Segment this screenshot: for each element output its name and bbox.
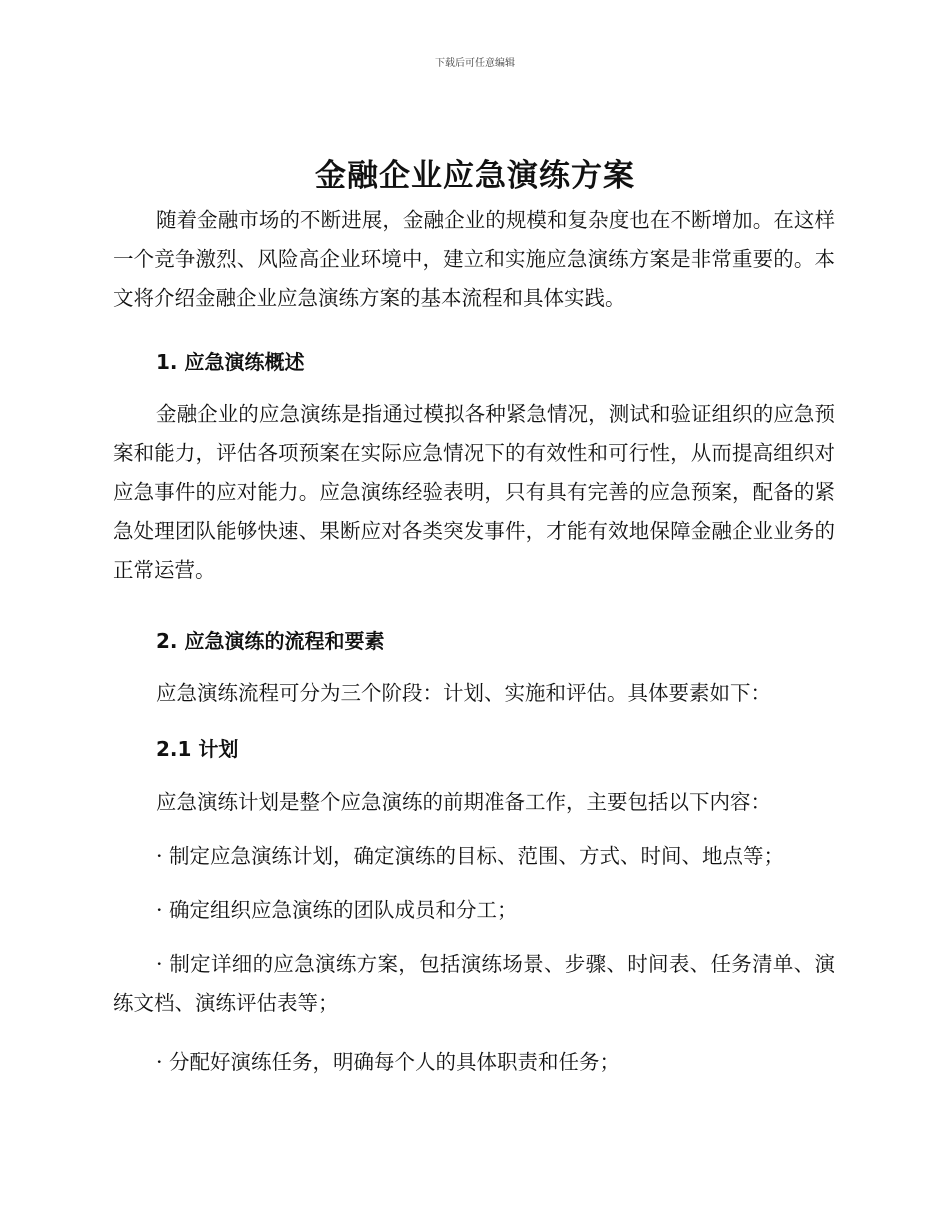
section-2-paragraph: 应急演练流程可分为三个阶段：计划、实施和评估。具体要素如下： [156, 681, 771, 705]
section-1-paragraph: 金融企业的应急演练是指通过模拟各种紧急情况，测试和验证组织的应急预案和能力，评估各项预案在实际应急情况下的有效性和可行性，从而提高组织对应急事件的应对能力。应急演练经验表明，只有具有完善的应急预案，配备的紧急处理团队能够快速、果断应对各类突发事件，才能有效地保障金融企业业务的正常运营。 [113, 402, 835, 582]
bullet-item: · 制定应急演练计划，确定演练的目标、范围、方式、时间、地点等； [156, 844, 785, 868]
section-1-heading: 1. 应急演练概述 [156, 350, 305, 374]
bullet-item: · 确定组织应急演练的团队成员和分工； [156, 898, 518, 922]
header-note: 下载后可任意编辑 [435, 58, 515, 69]
section-2-1-paragraph: 应急演练计划是整个应急演练的前期准备工作，主要包括以下内容： [156, 790, 771, 814]
document-title: 金融企业应急演练方案 [315, 158, 635, 194]
bullet-item: · 制定详细的应急演练方案，包括演练场景、步骤、时间表、任务清单、演练文档、演练评估表等； [113, 952, 835, 1015]
section-2-heading: 2. 应急演练的流程和要素 [156, 629, 385, 653]
bullet-item: · 分配好演练任务，明确每个人的具体职责和任务； [156, 1050, 621, 1074]
section-2-1-heading: 2.1 计划 [156, 737, 239, 761]
intro-paragraph: 随着金融市场的不断进展，金融企业的规模和复杂度也在不断增加。在这样一个竞争激烈、风险高企业环境中，建立和实施应急演练方案是非常重要的。本文将介绍金融企业应急演练方案的基本流程和具体实践。 [113, 208, 835, 310]
